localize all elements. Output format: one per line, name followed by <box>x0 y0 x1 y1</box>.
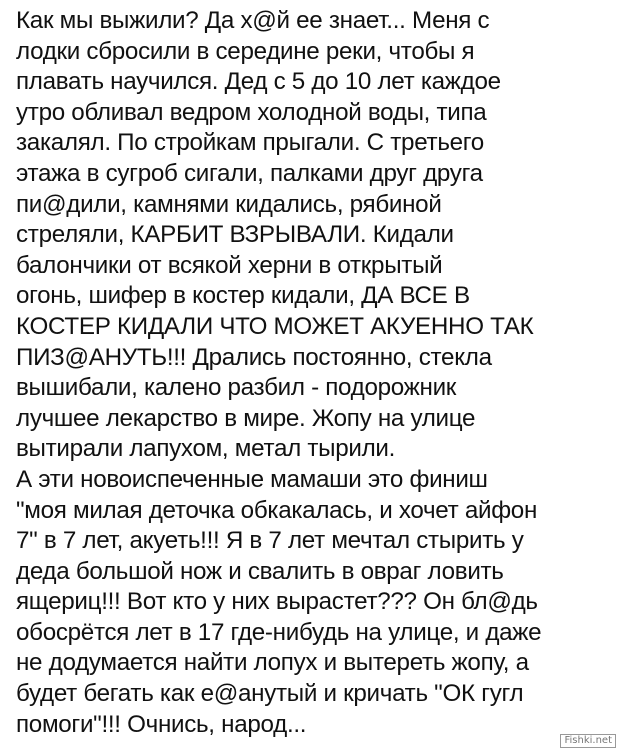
post-line: огонь, шифер в костер кидали, ДА ВСЕ В <box>16 282 470 310</box>
post-line: не додумается найти лопух и вытереть жопу, а <box>16 649 529 677</box>
post-line: вышибали, калено разбил - подорожник <box>16 374 457 402</box>
post-line: ПИЗ@АНУТЬ!!! Дрались постоянно, стекла <box>16 343 492 371</box>
post-text <box>16 6 612 740</box>
post-line: лодки сбросили в середине реки, чтобы я <box>16 37 475 65</box>
post-line: балончики от всякой херни в открытый <box>16 251 443 279</box>
post-line: лучшее лекарство в мире. Жопу на улице <box>16 404 476 432</box>
post-line: помоги"!!! Очнись, народ... <box>16 710 307 738</box>
post-line: А эти новоиспеченные мамаши это финиш <box>16 465 488 493</box>
post-line: этажа в сугроб сигали, палками друг друга <box>16 159 483 187</box>
post-line: 7" в 7 лет, акуеть!!! Я в 7 лет мечтал стырить у <box>16 527 524 555</box>
post-line: будет бегать как е@анутый и кричать "ОК гугл <box>16 680 524 708</box>
post-line: "моя милая деточка обкакалась, и хочет айфон <box>16 496 538 524</box>
post-line: плавать научился. Дед с 5 до 10 лет каждое <box>16 68 501 96</box>
post-line: закалял. По стройкам прыгали. С третьего <box>16 129 484 157</box>
post-line: ящериц!!! Вот кто у них вырастет??? Он бл@дь <box>16 588 538 616</box>
post-line: КОСТЕР КИДАЛИ ЧТО МОЖЕТ АКУЕННО ТАК <box>16 312 534 340</box>
post-line: вытирали лапухом, метал тырили. <box>16 435 396 463</box>
post-line: пи@дили, камнями кидались, рябиной <box>16 190 442 218</box>
watermark-logo: Fishki.net <box>560 734 616 748</box>
post-line: обосрётся лет в 17 где-нибудь на улице, и даже <box>16 618 542 646</box>
post-line: деда большой нож и свалить в овраг ловить <box>16 557 504 585</box>
post-line: Как мы выжили? Да х@й ее знает... Меня с <box>16 7 490 34</box>
post-line: стреляли, КАРБИТ ВЗРЫВАЛИ. Кидали <box>16 221 454 249</box>
post-line: утро обливал ведром холодной воды, типа <box>16 98 487 126</box>
